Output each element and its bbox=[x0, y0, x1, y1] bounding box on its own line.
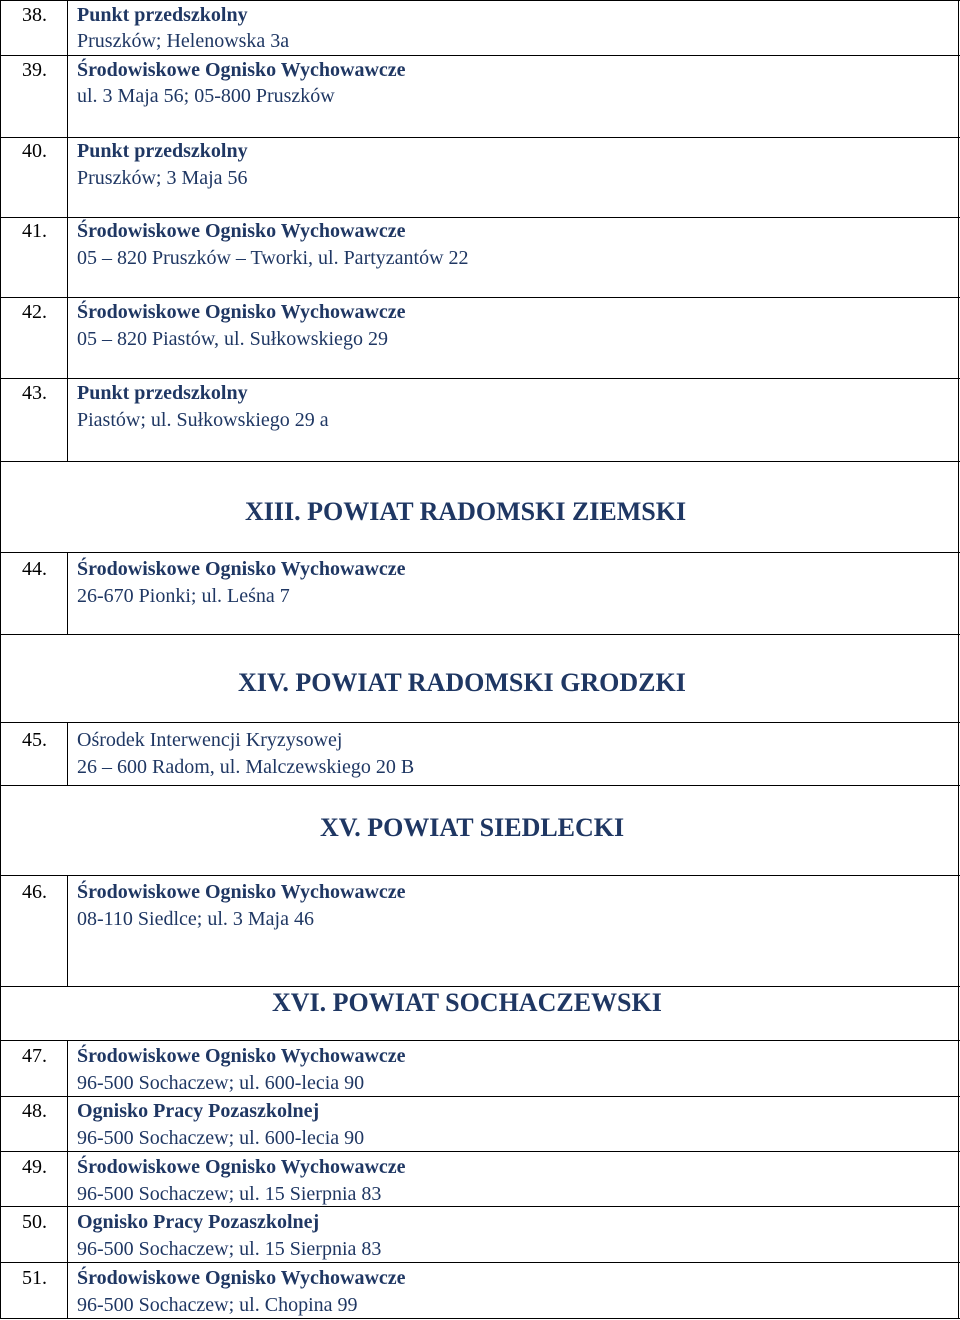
entry-name: Ognisko Pracy Pozaszkolnej bbox=[77, 1100, 320, 1122]
entry-number: 42. bbox=[22, 301, 47, 323]
rule bbox=[0, 1206, 960, 1207]
rule bbox=[0, 634, 960, 635]
rule bbox=[0, 986, 960, 987]
column-divider bbox=[67, 552, 68, 635]
column-divider bbox=[67, 1040, 68, 1319]
rule bbox=[0, 55, 960, 56]
column-divider bbox=[67, 0, 68, 462]
entry-name: Punkt przedszkolny bbox=[77, 382, 248, 404]
entry-address: 26 – 600 Radom, ul. Malczewskiego 20 B bbox=[77, 756, 415, 778]
rule bbox=[0, 0, 960, 1]
entry-name: Środowiskowe Ognisko Wychowawcze bbox=[77, 301, 406, 323]
rule bbox=[0, 378, 960, 379]
rule bbox=[0, 1318, 960, 1319]
entry-address: 05 – 820 Piastów, ul. Sułkowskiego 29 bbox=[77, 328, 388, 350]
entry-number: 50. bbox=[22, 1211, 47, 1233]
entry-number: 41. bbox=[22, 220, 47, 242]
entry-number: 38. bbox=[22, 4, 47, 26]
section-heading-sochaczewski: XVI. POWIAT SOCHACZEWSKI bbox=[272, 988, 662, 1017]
entry-name: Ognisko Pracy Pozaszkolnej bbox=[77, 1211, 320, 1233]
entry-address: 26-670 Pionki; ul. Leśna 7 bbox=[77, 585, 290, 607]
entry-address: Piastów; ul. Sułkowskiego 29 a bbox=[77, 409, 329, 431]
rule bbox=[0, 552, 960, 553]
entry-name: Środowiskowe Ognisko Wychowawcze bbox=[77, 1267, 406, 1289]
rule bbox=[0, 1151, 960, 1152]
entry-name: Punkt przedszkolny bbox=[77, 140, 248, 162]
rule bbox=[0, 217, 960, 218]
entry-number: 44. bbox=[22, 558, 47, 580]
entry-name: Środowiskowe Ognisko Wychowawcze bbox=[77, 1156, 406, 1178]
entry-number: 48. bbox=[22, 1100, 47, 1122]
rule bbox=[0, 875, 960, 876]
entry-number: 43. bbox=[22, 382, 47, 404]
rule bbox=[0, 461, 960, 462]
entry-number: 46. bbox=[22, 881, 47, 903]
rule bbox=[0, 1096, 960, 1097]
entry-name: Środowiskowe Ognisko Wychowawcze bbox=[77, 59, 406, 81]
entry-name: Środowiskowe Ognisko Wychowawcze bbox=[77, 558, 406, 580]
rule bbox=[0, 297, 960, 298]
entry-name: Ośrodek Interwencji Kryzysowej bbox=[77, 729, 343, 751]
rule bbox=[0, 1262, 960, 1263]
entry-address: ul. 3 Maja 56; 05-800 Pruszków bbox=[77, 85, 335, 107]
entry-number: 51. bbox=[22, 1267, 47, 1289]
rule bbox=[0, 1040, 960, 1041]
entry-address: 96-500 Sochaczew; ul. 15 Sierpnia 83 bbox=[77, 1238, 382, 1260]
entry-address: 08-110 Siedlce; ul. 3 Maja 46 bbox=[77, 908, 314, 930]
entry-address: 96-500 Sochaczew; ul. 15 Sierpnia 83 bbox=[77, 1183, 382, 1205]
entry-name: Środowiskowe Ognisko Wychowawcze bbox=[77, 1045, 406, 1067]
entry-address: Pruszków; Helenowska 3a bbox=[77, 30, 290, 52]
border-right bbox=[958, 0, 959, 1319]
entry-number: 45. bbox=[22, 729, 47, 751]
entry-name: Punkt przedszkolny bbox=[77, 4, 248, 26]
entry-name: Środowiskowe Ognisko Wychowawcze bbox=[77, 881, 406, 903]
entry-number: 39. bbox=[22, 59, 47, 81]
entry-address: 05 – 820 Pruszków – Tworki, ul. Partyzantów 22 bbox=[77, 247, 469, 269]
section-heading-radomski-grodzki: XIV. POWIAT RADOMSKI GRODZKI bbox=[238, 668, 686, 697]
rule bbox=[0, 785, 960, 786]
rule bbox=[0, 137, 960, 138]
column-divider bbox=[67, 722, 68, 786]
entry-number: 40. bbox=[22, 140, 47, 162]
entry-name: Środowiskowe Ognisko Wychowawcze bbox=[77, 220, 406, 242]
entry-number: 47. bbox=[22, 1045, 47, 1067]
entry-address: Pruszków; 3 Maja 56 bbox=[77, 167, 248, 189]
entry-address: 96-500 Sochaczew; ul. 600-lecia 90 bbox=[77, 1127, 365, 1149]
rule bbox=[0, 722, 960, 723]
entry-address: 96-500 Sochaczew; ul. 600-lecia 90 bbox=[77, 1072, 365, 1094]
column-divider bbox=[67, 875, 68, 987]
entry-number: 49. bbox=[22, 1156, 47, 1178]
section-heading-siedlecki: XV. POWIAT SIEDLECKI bbox=[320, 813, 625, 842]
entry-address: 96-500 Sochaczew; ul. Chopina 99 bbox=[77, 1294, 358, 1316]
section-heading-radomski-ziemski: XIII. POWIAT RADOMSKI ZIEMSKI bbox=[245, 497, 687, 526]
border-left bbox=[0, 0, 1, 1319]
